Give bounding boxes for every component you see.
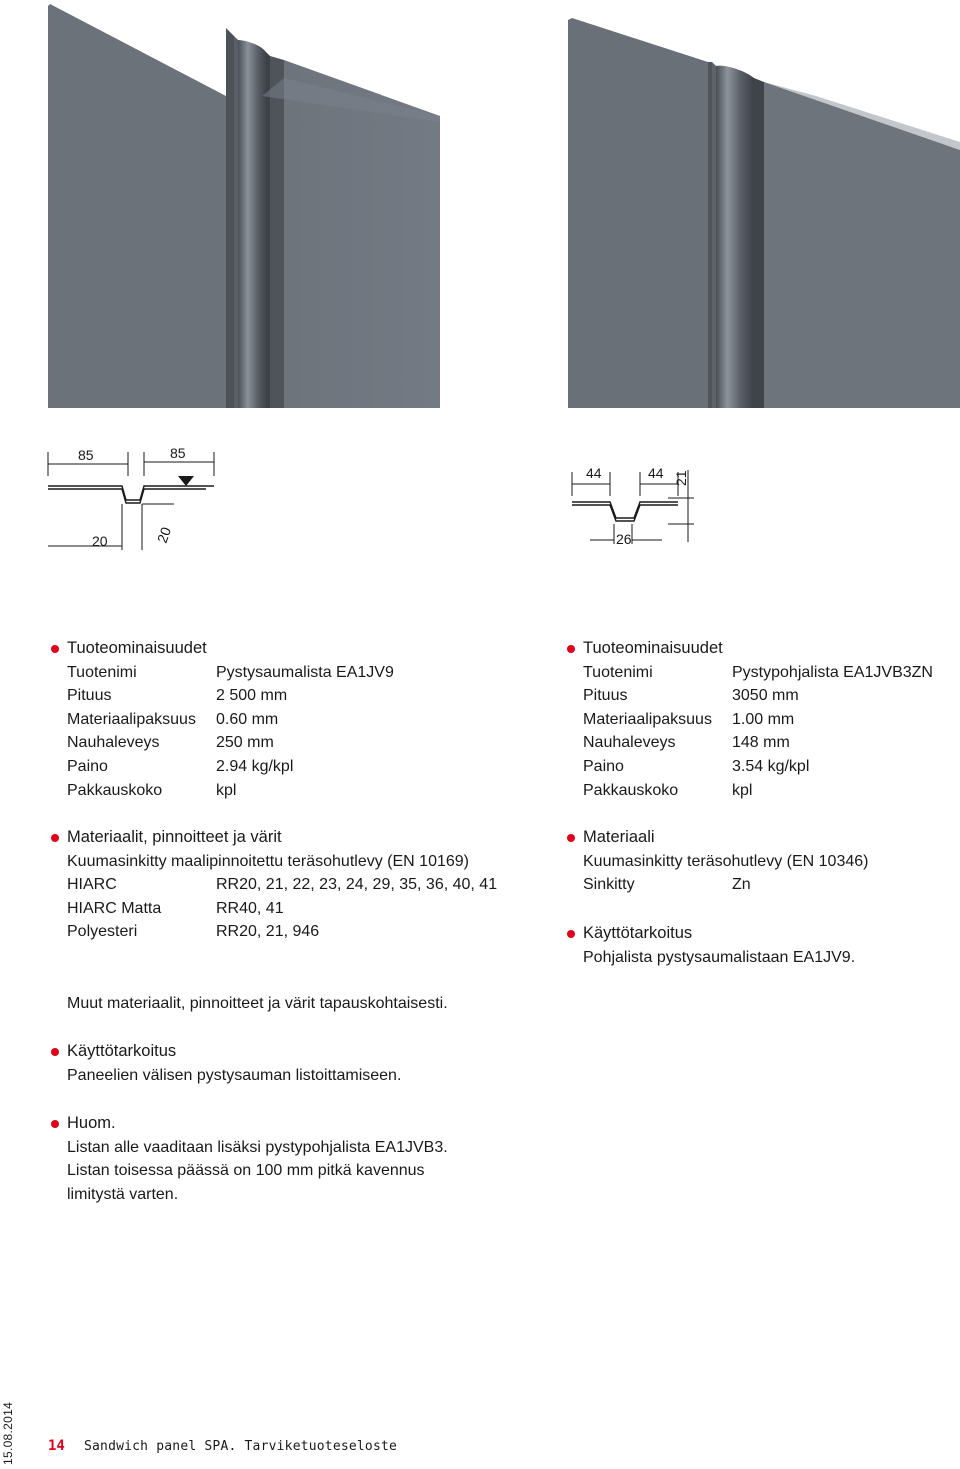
bullet-icon bbox=[51, 645, 59, 653]
bullet-icon bbox=[567, 645, 575, 653]
property-row: Paino 3.54 kg/kpl bbox=[583, 757, 810, 775]
bullet-icon bbox=[51, 834, 59, 842]
materials-intro: Kuumasinkitty maalipinnoitettu teräsohutlevy (EN 10169) bbox=[67, 852, 469, 870]
bullet-icon bbox=[567, 834, 575, 842]
right-material-intro: Kuumasinkitty teräsohutlevy (EN 10346) bbox=[583, 852, 869, 870]
left-materials-heading: Materiaalit, pinnoitteet ja värit bbox=[67, 826, 507, 850]
left-materials-section bbox=[67, 826, 507, 944]
left-usage-section bbox=[67, 1040, 547, 1087]
right-material-section bbox=[583, 826, 960, 897]
bullet-icon bbox=[51, 1120, 59, 1128]
right-dim-side: 21 bbox=[673, 470, 689, 486]
right-product-render bbox=[568, 0, 960, 408]
property-row: Tuotenimi Pystypohjalista EA1JVB3ZN bbox=[583, 663, 933, 681]
left-usage-heading: Käyttötarkoitus bbox=[67, 1040, 547, 1064]
property-row: Materiaalipaksuus 0.60 mm bbox=[67, 710, 279, 728]
note-section bbox=[67, 1112, 547, 1206]
right-material-heading: Materiaali bbox=[583, 826, 960, 850]
page-number: 14 bbox=[48, 1438, 65, 1454]
left-dim-bottom-b: 20 bbox=[153, 524, 175, 546]
bullet-icon bbox=[51, 1048, 59, 1056]
bullet-icon bbox=[567, 930, 575, 938]
note-line: Listan toisessa päässä on 100 mm pitkä kavennus bbox=[67, 1162, 425, 1180]
material-row: HIARC Matta RR40, 41 bbox=[67, 899, 284, 917]
material-row: Sinkitty Zn bbox=[583, 876, 751, 894]
left-dim-top-b: 85 bbox=[170, 445, 186, 461]
right-profile-drawing bbox=[568, 462, 698, 552]
property-row: Paino 2.94 kg/kpl bbox=[67, 757, 294, 775]
materials-note: Muut materiaalit, pinnoitteet ja värit tapauskohtaisesti. bbox=[67, 995, 448, 1012]
left-dim-bottom-a: 20 bbox=[92, 533, 108, 549]
right-usage-text: Pohjalista pystysaumalistaan EA1JV9. bbox=[583, 948, 856, 966]
property-row: Pakkauskoko kpl bbox=[67, 781, 237, 799]
right-dim-top-b: 44 bbox=[648, 465, 664, 481]
material-row: Polyesteri RR20, 21, 946 bbox=[67, 923, 320, 941]
property-row: Tuotenimi Pystysaumalista EA1JV9 bbox=[67, 663, 394, 681]
left-properties-heading: Tuoteominaisuudet bbox=[67, 637, 447, 661]
property-row: Materiaalipaksuus 1.00 mm bbox=[583, 710, 795, 728]
right-dim-bottom: 26 bbox=[616, 531, 632, 547]
property-row: Nauhaleveys 148 mm bbox=[583, 734, 790, 752]
right-usage-section bbox=[583, 922, 960, 969]
right-properties-section bbox=[583, 637, 960, 802]
left-profile-drawing bbox=[48, 440, 238, 560]
property-row: Pituus 2 500 mm bbox=[67, 687, 288, 705]
property-row: Nauhaleveys 250 mm bbox=[67, 734, 274, 752]
note-line: limitystä varten. bbox=[67, 1185, 179, 1203]
left-properties-section bbox=[67, 637, 447, 802]
property-row: Pakkauskoko kpl bbox=[583, 781, 753, 799]
footer-date: 15.08.2014 bbox=[1, 1401, 15, 1465]
right-properties-heading: Tuoteominaisuudet bbox=[583, 637, 960, 661]
material-row: HIARC RR20, 21, 22, 23, 24, 29, 35, 36, 40, 41 bbox=[67, 876, 498, 894]
right-usage-heading: Käyttötarkoitus bbox=[583, 922, 960, 946]
footer-title: Sandwich panel SPA. Tarviketuoteseloste bbox=[84, 1439, 398, 1454]
materials-note-section bbox=[67, 992, 587, 1016]
note-line: Listan alle vaaditaan lisäksi pystypohjalista EA1JVB3. bbox=[67, 1138, 448, 1156]
note-heading: Huom. bbox=[67, 1112, 547, 1136]
left-usage-text: Paneelien välisen pystysauman listoittamiseen. bbox=[67, 1066, 402, 1084]
left-dim-top-a: 85 bbox=[78, 447, 94, 463]
right-dim-top-a: 44 bbox=[586, 465, 602, 481]
left-product-render bbox=[48, 0, 440, 408]
property-row: Pituus 3050 mm bbox=[583, 687, 799, 705]
